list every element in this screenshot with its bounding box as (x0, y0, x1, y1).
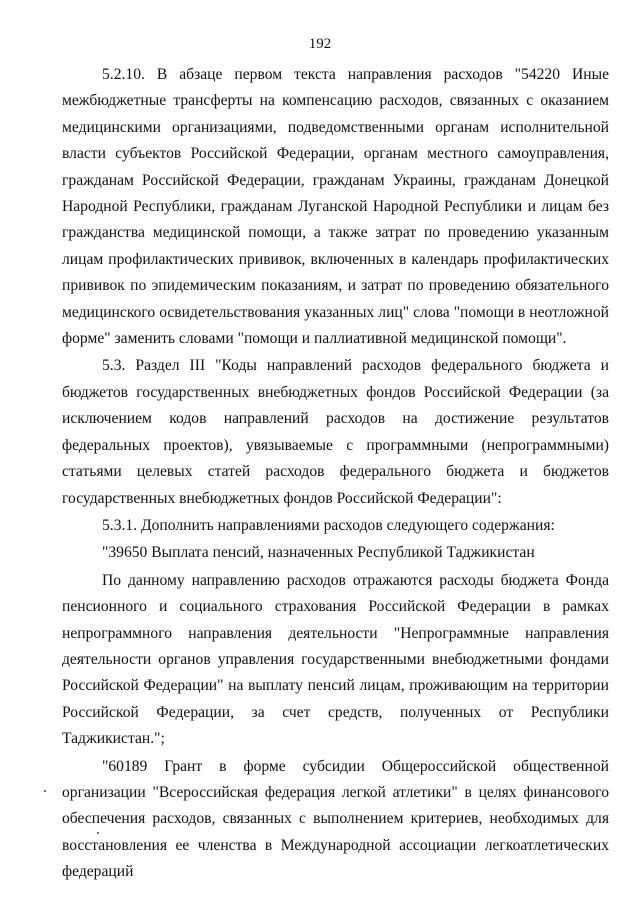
paragraph-5-3: 5.3. Раздел III "Коды направлений расходов федерального бюджета и бюджетов государственных внебюджетных фондов Российской Федерации (за исключением кодов направлений расходов на достижение результатов федеральных проектов), увязываемые с программными (непрограммными) статьями целевых статей расходов федерального бюджета и бюджетов государственных внебюджетных фондов Российской Федерации": (62, 357, 609, 507)
paragraph-60189-title: "60189 Грант в форме субсидии Общероссийской общественной организации "Всероссийская федерация легкой атлетики" в целях финансового обеспечения расходов, связанных с выполнением критериев, необходимых для восстановления ее членства в Международной ассоциации легкоатлетических федераций (62, 757, 609, 881)
scan-speck (44, 790, 46, 792)
document-body (62, 62, 609, 886)
page-number: 192 (308, 36, 332, 52)
paragraph-39650-description: По данному направлению расходов отражаются расходы бюджета Фонда пенсионного и социального страхования Российской Федерации в рамках непрограммного направления деятельности "Непрограммные направления деятельности органов управления государственными внебюджетными фондами Российской Федерации" на выплату пенсий лицам, проживающим на территории Российской Федерации, за счет средств, полученных от Республики Таджикистан."; (62, 571, 609, 748)
paragraph-5-3-1: 5.3.1. Дополнить направлениями расходов следующего содержания: (102, 516, 555, 534)
scan-speck (97, 832, 99, 834)
paragraph-39650-title: "39650 Выплата пенсий, назначенных Республикой Таджикистан (102, 544, 535, 562)
paragraph-5-2-10: 5.2.10. В абзаце первом текста направления расходов "54220 Иные межбюджетные трансферты на компенсацию расходов, связанных с оказанием медицинскими организациями, подведомственными органам исполнительной власти субъектов Российской Федерации, органам местного самоуправления, гражданам Российской Федерации, гражданам Украины, гражданам Донецкой Народной Республики, гражданам Луганской Народной Республики и лицам без гражданства медицинской помощи, а также затрат по проведению указанным лицам профилактических прививок, включенных в календарь профилактических прививок по эпидемическим показаниям, и затрат по проведению обязательного медицинского освидетельствования указанных лиц" слова "помощи в неотложной форме" заменить словами "помощи и паллиативной медицинской помощи". (62, 66, 609, 348)
